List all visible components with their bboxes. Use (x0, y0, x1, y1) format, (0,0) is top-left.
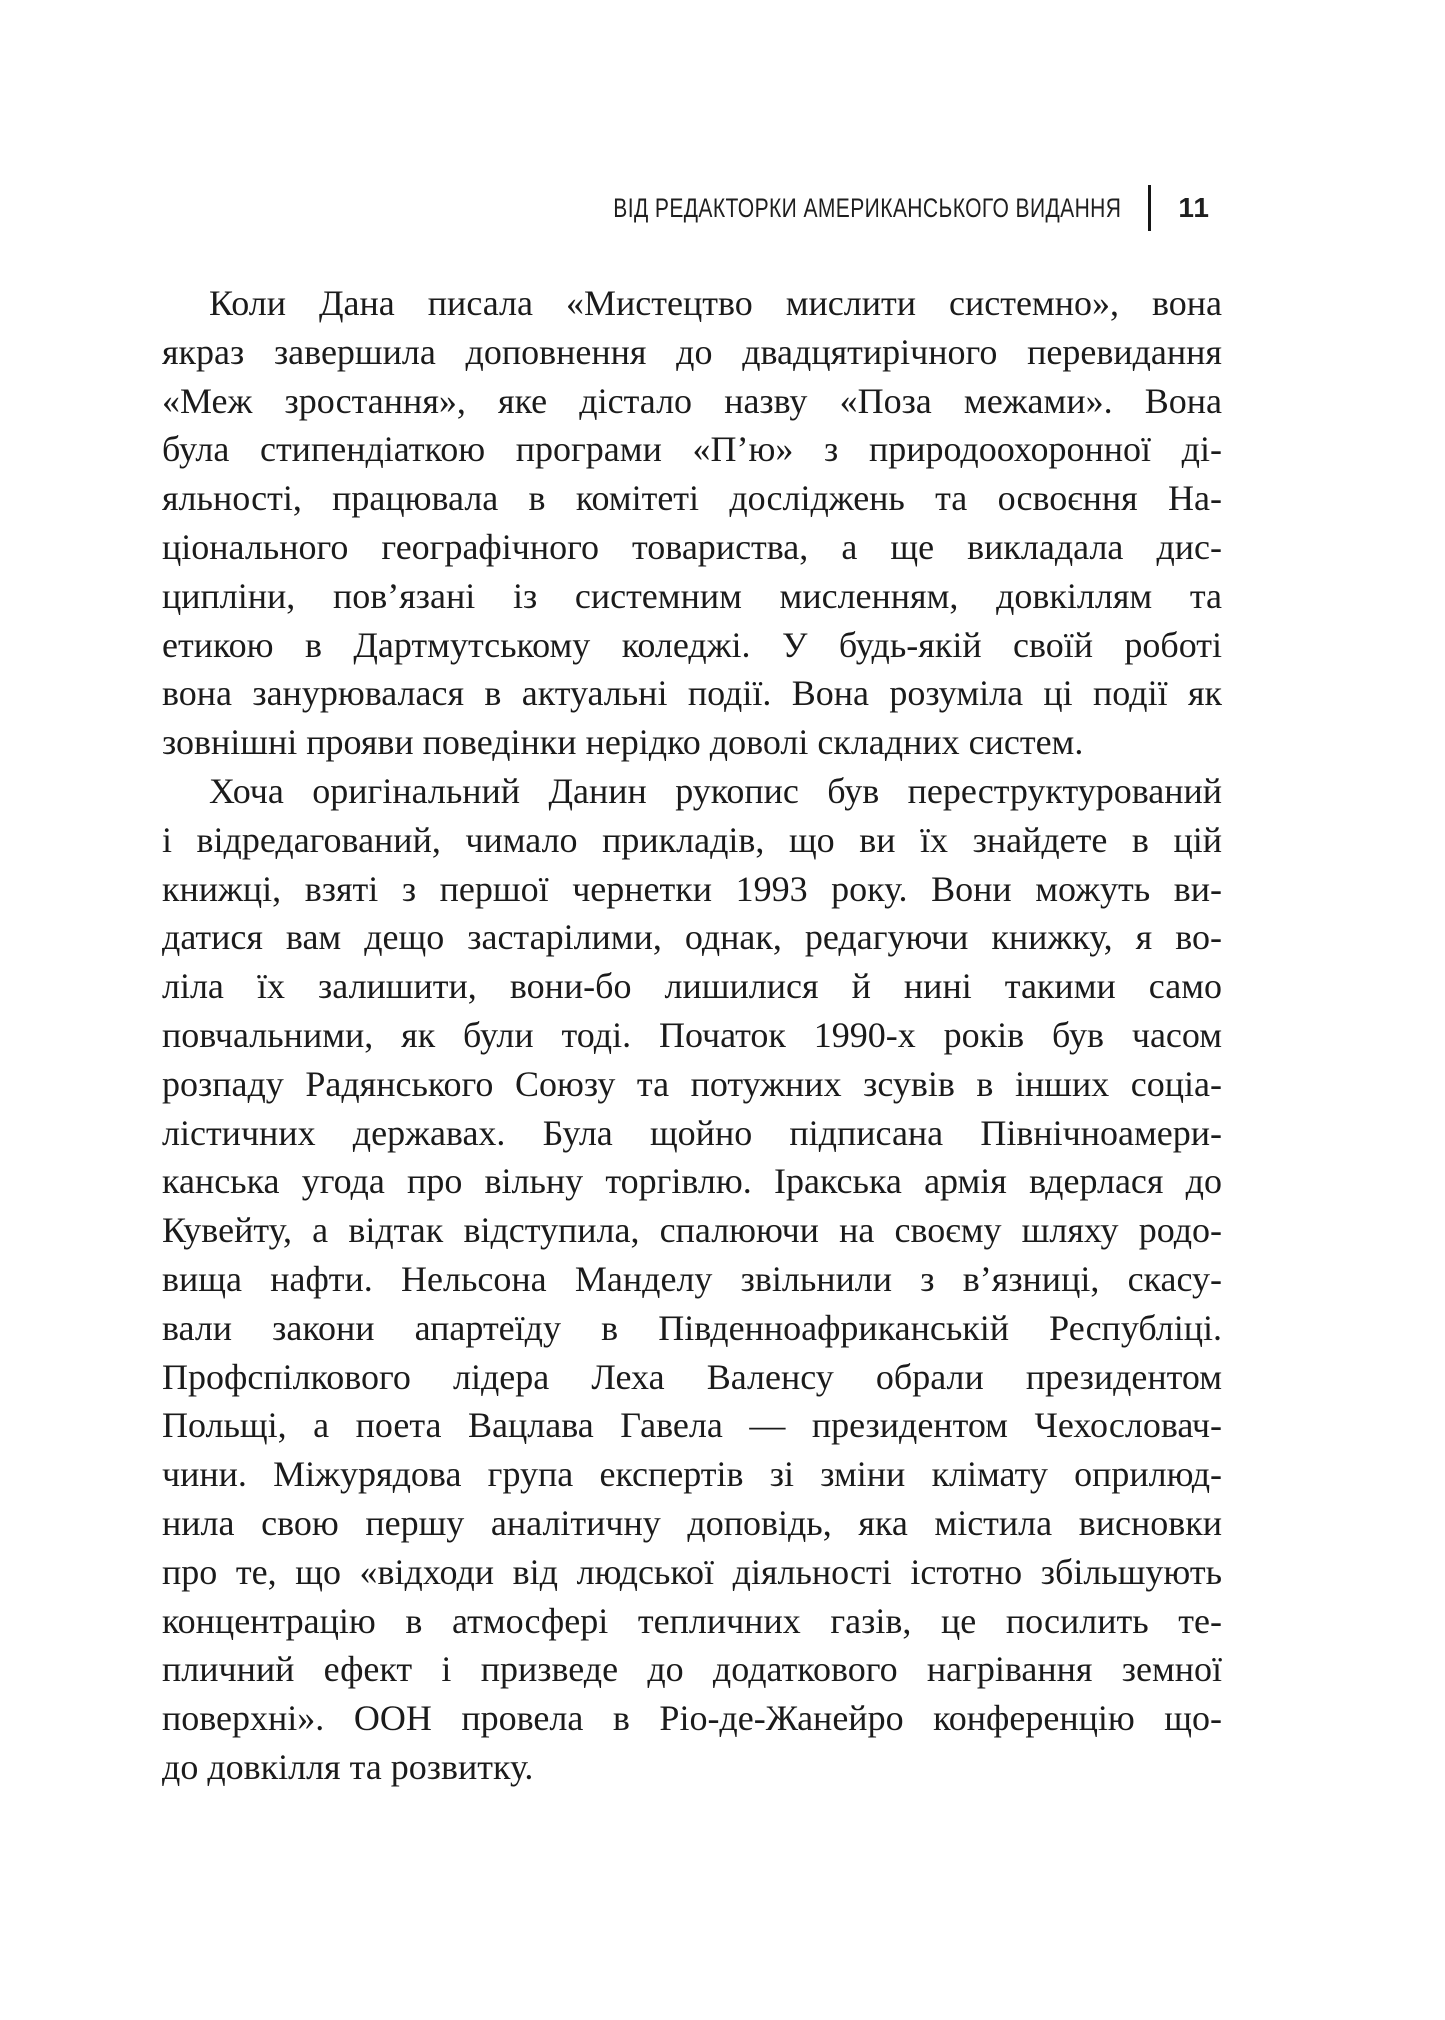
text-line: ципліни, пов’язані із системним мисленням, довкіллям та (162, 575, 1222, 616)
text-line: нила свою першу аналітичну доповідь, яка містила висновки (162, 1502, 1222, 1543)
text-line: ціонального географічного товариства, а ще викладала дис- (162, 526, 1222, 567)
text-line: зовнішні прояви поведінки нерідко доволі складних систем. (162, 722, 1084, 763)
text-line: яльності, працювала в комітеті досліджень та освоєння На- (162, 478, 1222, 519)
text-line: лістичних державах. Була щойно підписана Північноамери- (162, 1112, 1222, 1153)
text-line: про те, що «відходи від людської діяльності істотно збільшують (162, 1551, 1222, 1592)
running-header-title: ВІД РЕДАКТОРКИ АМЕРИКАНСЬКОГО ВИДАННЯ (613, 192, 1122, 223)
text-line: розпаду Радянського Союзу та потужних зсувів в інших соціа- (162, 1063, 1222, 1104)
text-line: етикою в Дартмутському коледжі. У будь-якій своїй роботі (162, 624, 1222, 665)
text-line: якраз завершила доповнення до двадцятирічного перевидання (162, 331, 1222, 372)
body-text (162, 279, 1222, 1792)
text-line: Польщі, а поета Вацлава Гавела — президентом Чехословач- (162, 1405, 1222, 1446)
text-line: ліла їх залишити, вони-бо лишилися й нині такими само (162, 966, 1222, 1007)
text-line: і відредагований, чимало прикладів, що ви їх знайдете в цій (162, 819, 1222, 860)
text-line: пличний ефект і призведе до додаткового нагрівання земної (162, 1649, 1222, 1690)
page-number: 11 (1178, 192, 1210, 223)
text-line: Коли Дана писала «Мистецтво мислити системно», вона (209, 283, 1222, 323)
text-line: до довкілля та розвитку. (162, 1746, 534, 1787)
header-divider-bar (1148, 185, 1151, 231)
text-line: книжці, взяті з першої чернетки 1993 року. Вони можуть ви- (162, 868, 1222, 909)
text-line: датися вам дещо застарілими, однак, редагуючи книжку, я во- (162, 917, 1222, 958)
text-line: Хоча оригінальний Данин рукопис був переструктурований (209, 770, 1222, 811)
text-line: «Меж зростання», яке дістало назву «Поза межами». Вона (162, 380, 1222, 421)
text-line: поверхні». ООН провела в Ріо-де-Жанейро конференцію що- (162, 1698, 1222, 1739)
text-line: канська угода про вільну торгівлю. Іракська армія вдерлася до (162, 1161, 1222, 1202)
text-line: повчальними, як були тоді. Початок 1990-х років був часом (162, 1014, 1222, 1055)
text-line: чини. Міжурядова група експертів зі зміни клімату оприлюд- (162, 1454, 1222, 1495)
text-line: вона занурювалася в актуальні події. Вона розуміла ці події як (162, 673, 1222, 714)
running-header (162, 183, 1222, 233)
text-line: концентрацію в атмосфері тепличних газів, це посилить те- (162, 1600, 1222, 1641)
text-line: Кувейту, а відтак відступила, спалюючи на своєму шляху родо- (162, 1210, 1222, 1251)
text-line: вали закони апартеїду в Південноафриканській Республіці. (162, 1307, 1222, 1348)
text-line: вища нафти. Нельсона Манделу звільнили з в’язниці, скасу- (162, 1258, 1222, 1299)
text-line: Профспілкового лідера Леха Валенсу обрали президентом (162, 1356, 1222, 1397)
text-line: була стипендіаткою програми «П’ю» з природоохоронної ді- (162, 429, 1222, 470)
